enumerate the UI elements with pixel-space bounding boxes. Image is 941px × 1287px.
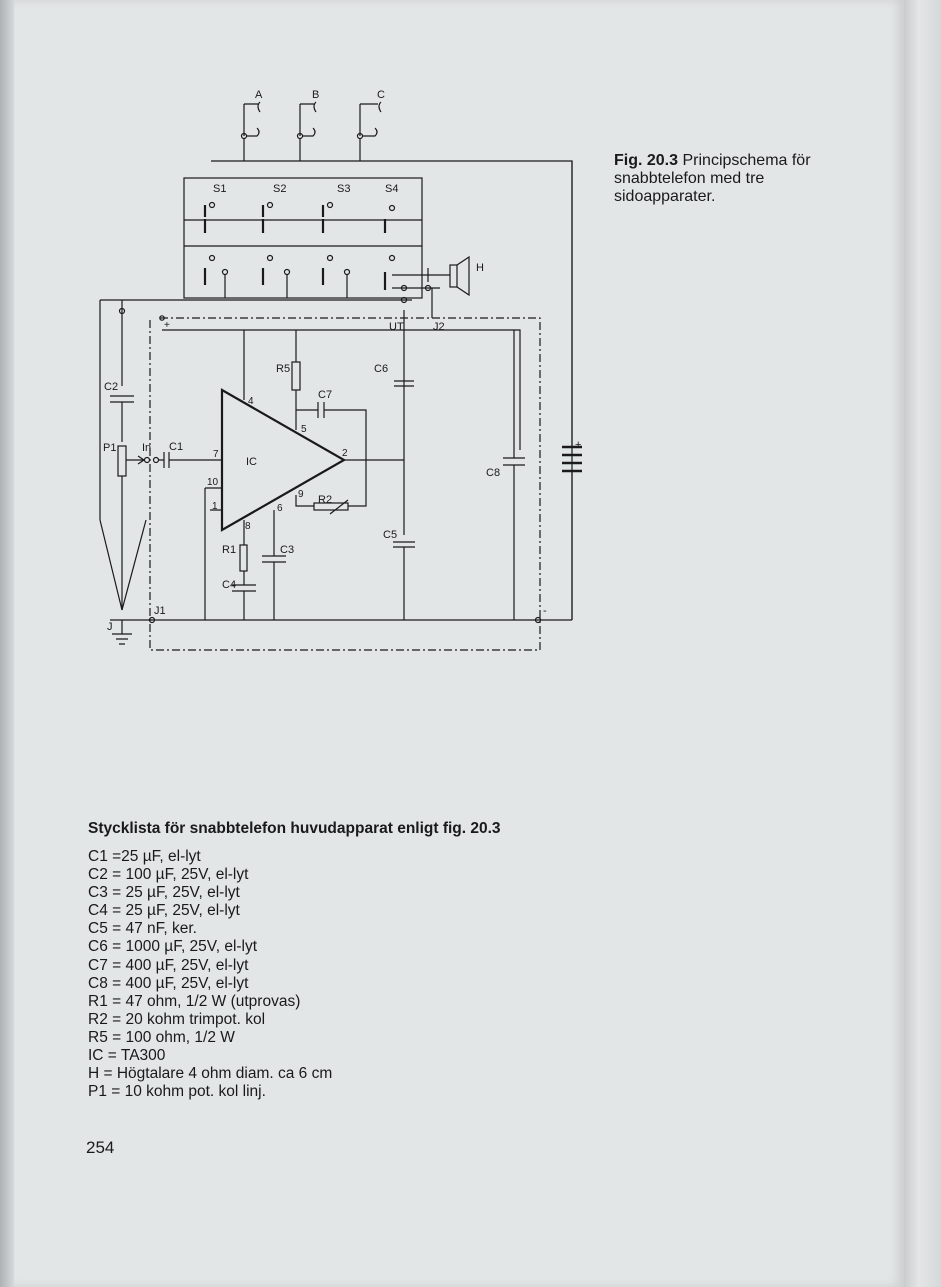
list-item: C4 = 25 µF, 25V, el-lyt <box>88 902 240 920</box>
label-ic: IC <box>246 456 257 468</box>
label-c5: C5 <box>383 529 398 541</box>
list-item: R1 = 47 ohm, 1/2 W (utprovas) <box>88 992 301 1010</box>
parts-list <box>88 848 332 1101</box>
speaker-h <box>392 257 484 318</box>
label-line-a: A <box>255 89 263 101</box>
list-item: C6 = 1000 µF, 25V, el-lyt <box>88 938 258 956</box>
label-c4: C4 <box>222 579 237 591</box>
label-line-b: B <box>312 89 320 101</box>
page-number: 254 <box>86 1138 115 1157</box>
label-pin-4: 4 <box>248 396 254 407</box>
label-r1: R1 <box>222 544 237 556</box>
list-item: H = Högtalare 4 ohm diam. ca 6 cm <box>88 1065 333 1083</box>
list-item: C8 = 400 µF, 25V, el-lyt <box>88 974 249 992</box>
switch-bank <box>184 178 422 298</box>
label-s2: S2 <box>273 183 287 195</box>
label-pin-6: 6 <box>277 503 283 514</box>
figure-number: Fig. 20.3 <box>614 152 679 169</box>
figure-caption-text: Principschema för snabbtelefon med tre sidoapparater. <box>614 152 811 205</box>
label-c1: C1 <box>169 441 184 453</box>
label-c6: C6 <box>374 363 389 375</box>
label-minus: - <box>543 605 547 617</box>
list-item: C3 = 25 µF, 25V, el-lyt <box>88 884 240 902</box>
label-h: H <box>476 262 484 274</box>
list-item: C1 =25 µF, el-lyt <box>88 848 201 865</box>
list-item: IC = TA300 <box>88 1047 166 1065</box>
list-item: R5 = 100 ohm, 1/2 W <box>88 1028 235 1046</box>
label-c2: C2 <box>104 381 119 393</box>
label-r2: R2 <box>318 494 333 506</box>
label-c8: C8 <box>486 467 501 479</box>
label-pin-9: 9 <box>298 489 304 500</box>
label-pin-7: 7 <box>213 449 219 460</box>
label-ut: UT <box>389 321 404 333</box>
label-c7: C7 <box>318 389 333 401</box>
list-item: R2 = 20 kohm trimpot. kol <box>88 1010 266 1028</box>
list-item: C7 = 400 µF, 25V, el-lyt <box>88 956 249 974</box>
label-s1: S1 <box>213 183 227 195</box>
label-j1: J1 <box>154 605 166 617</box>
label-pin-2: 2 <box>342 448 348 459</box>
label-p1: P1 <box>103 442 117 454</box>
figure-caption <box>614 152 834 206</box>
list-item: C2 = 100 µF, 25V, el-lyt <box>88 866 249 884</box>
label-s3: S3 <box>337 183 351 195</box>
label-c3: C3 <box>280 544 295 556</box>
ground-icon <box>112 620 132 644</box>
list-item: P1 = 10 kohm pot. kol linj. <box>88 1083 266 1101</box>
label-r5: R5 <box>276 363 291 375</box>
label-plus-top: + <box>164 320 170 331</box>
label-j: J <box>107 621 113 633</box>
list-item: C5 = 47 nF, ker. <box>88 920 197 938</box>
label-pin-5: 5 <box>301 424 307 435</box>
parts-list-heading: Stycklista för snabbtelefon huvudapparat enligt fig. 20.3 <box>88 820 501 837</box>
label-line-c: C <box>377 89 385 101</box>
label-in: In <box>142 442 152 454</box>
label-pin-1: 1 <box>212 501 218 512</box>
label-pin-8: 8 <box>245 521 251 532</box>
label-plus-battery: + <box>575 439 582 451</box>
label-pin-10: 10 <box>207 477 219 488</box>
label-j2: J2 <box>433 321 445 333</box>
label-s4: S4 <box>385 183 399 195</box>
